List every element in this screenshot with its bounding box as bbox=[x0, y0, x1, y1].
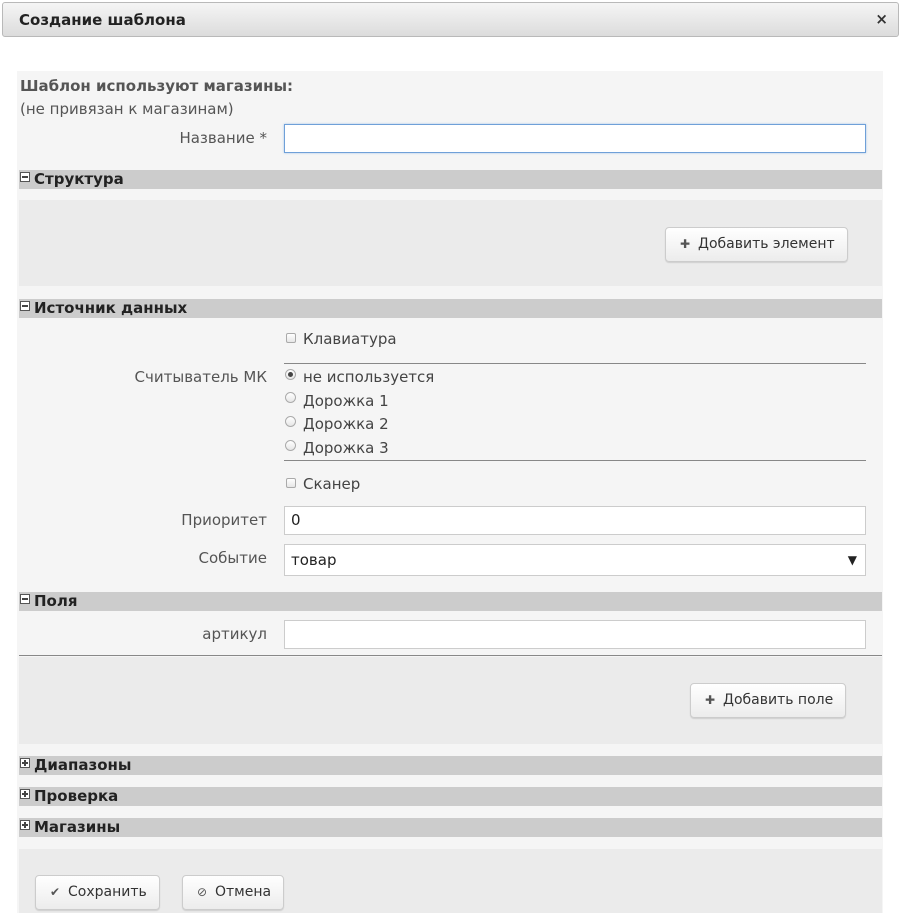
shops-label: Шаблон используют магазины: bbox=[20, 77, 294, 95]
priority-input[interactable]: 0 bbox=[284, 506, 866, 535]
dialog-titlebar bbox=[2, 2, 899, 37]
section-shops[interactable] bbox=[19, 818, 882, 837]
event-label: Событие bbox=[198, 549, 267, 567]
keyboard-label: Клавиатура bbox=[303, 330, 397, 348]
section-fields[interactable] bbox=[19, 592, 882, 611]
divider bbox=[284, 363, 866, 364]
name-input[interactable] bbox=[284, 124, 866, 153]
check-icon: ✔ bbox=[49, 885, 61, 899]
option-not-used: не используется bbox=[303, 368, 435, 386]
plus-icon: ✚ bbox=[704, 693, 716, 707]
add-field-button[interactable] bbox=[690, 683, 846, 718]
section-data-source[interactable] bbox=[19, 299, 882, 318]
dialog-title: Создание шаблона bbox=[19, 11, 186, 29]
save-button[interactable] bbox=[35, 875, 160, 910]
option-track-3: Дорожка 3 bbox=[303, 439, 389, 457]
card-reader-label: Считыватель МК bbox=[134, 368, 267, 386]
name-label: Название * bbox=[179, 129, 267, 147]
section-structure-label: Структура bbox=[34, 170, 124, 188]
section-ranges-label: Диапазоны bbox=[34, 756, 132, 774]
radio-track-3[interactable] bbox=[285, 440, 296, 451]
add-element-label: Добавить элемент bbox=[698, 236, 835, 252]
plus-icon: ✚ bbox=[679, 237, 691, 251]
option-track-1: Дорожка 1 bbox=[303, 392, 389, 410]
section-check-label: Проверка bbox=[34, 787, 119, 805]
structure-panel bbox=[19, 200, 882, 286]
expand-icon[interactable] bbox=[20, 789, 30, 799]
event-select-value: товар bbox=[291, 551, 337, 569]
scanner-label: Сканер bbox=[303, 475, 361, 493]
collapse-icon[interactable] bbox=[20, 594, 30, 604]
article-input[interactable] bbox=[284, 620, 866, 649]
cancel-button[interactable] bbox=[182, 875, 284, 910]
article-label: артикул bbox=[202, 625, 267, 643]
expand-icon[interactable] bbox=[20, 758, 30, 768]
scanner-checkbox[interactable] bbox=[286, 478, 296, 488]
divider bbox=[284, 460, 866, 461]
option-track-2: Дорожка 2 bbox=[303, 415, 389, 433]
dropdown-arrow-icon: ▼ bbox=[847, 553, 857, 567]
radio-track-2[interactable] bbox=[285, 416, 296, 427]
section-fields-label: Поля bbox=[34, 592, 78, 610]
collapse-icon[interactable] bbox=[20, 301, 30, 311]
fields-panel bbox=[19, 657, 882, 744]
section-check[interactable] bbox=[19, 787, 882, 806]
footer-panel bbox=[19, 849, 882, 913]
save-label: Сохранить bbox=[68, 884, 147, 900]
priority-label: Приоритет bbox=[181, 511, 267, 529]
add-element-button[interactable] bbox=[665, 227, 848, 262]
section-data-source-label: Источник данных bbox=[34, 299, 188, 317]
radio-track-1[interactable] bbox=[285, 392, 296, 403]
radio-not-used[interactable] bbox=[285, 369, 296, 380]
cancel-label: Отмена bbox=[215, 884, 272, 900]
close-icon[interactable]: × bbox=[875, 10, 888, 28]
add-field-label: Добавить поле bbox=[723, 692, 834, 708]
collapse-icon[interactable] bbox=[20, 172, 30, 182]
shops-value: (не привязан к магазинам) bbox=[20, 100, 234, 118]
keyboard-checkbox[interactable] bbox=[286, 333, 296, 343]
expand-icon[interactable] bbox=[20, 820, 30, 830]
divider bbox=[19, 655, 882, 656]
dialog-content bbox=[17, 71, 883, 913]
event-select[interactable] bbox=[284, 544, 866, 576]
section-ranges[interactable] bbox=[19, 756, 882, 775]
ban-icon: ⊘ bbox=[196, 885, 208, 899]
section-structure[interactable] bbox=[19, 170, 882, 189]
section-shops-label: Магазины bbox=[34, 818, 121, 836]
